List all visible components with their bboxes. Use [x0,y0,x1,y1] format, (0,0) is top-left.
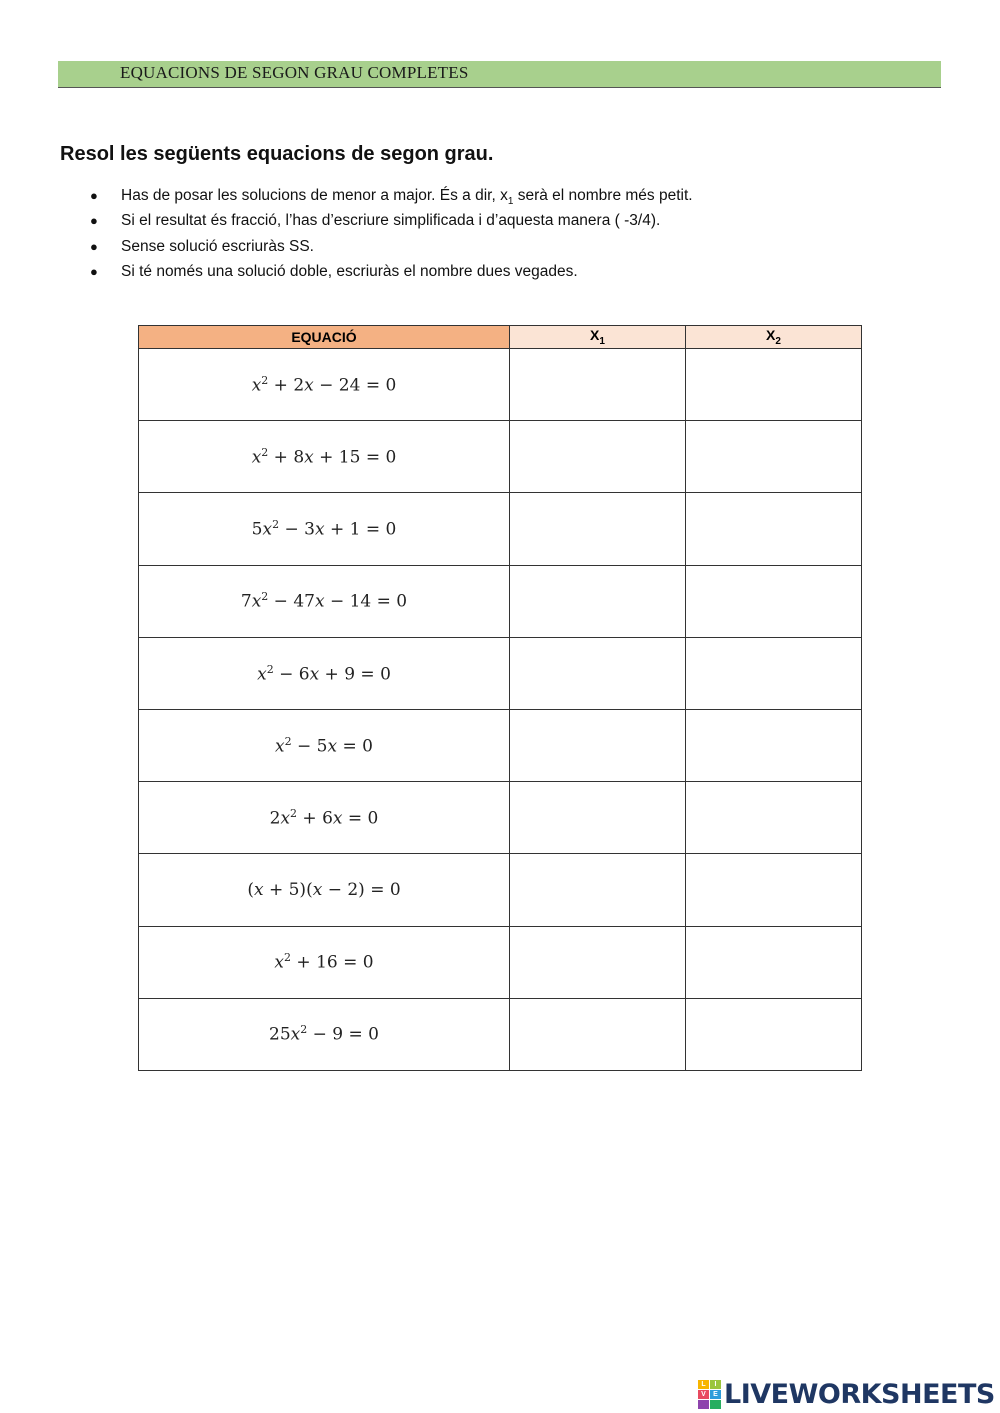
equation-cell: $x^2 - 6x + 9 = 0$ [139,637,510,709]
table-row [139,349,862,421]
answer-x2-cell[interactable] [686,493,862,565]
header-x2-base: X [766,327,776,344]
bullet-text: Has de posar les solucions de menor a major. És a dir, x [121,187,508,204]
equation-cell: $7x^2 - 47x - 14 = 0$ [139,565,510,637]
page-title: EQUACIONS DE SEGON GRAU COMPLETES [120,63,469,82]
answer-x2-cell[interactable] [686,782,862,854]
bullet-dot-icon: ● [90,263,98,279]
bullet-text: Si té només una solució doble, escriuràs el nombre dues vegades. [121,262,578,280]
header-x1 [510,326,686,349]
logo-mark-tile: E [710,1390,721,1399]
answer-x2-cell[interactable] [686,854,862,926]
table-row [139,565,862,637]
bullet-text: Si el resultat és fracció, l’has d’escriure simplificada i d’aquesta manera ( -3/4). [121,212,661,230]
instruction-bullet [90,211,693,236]
table-header-row [139,326,862,349]
header-x2-sub: 2 [775,335,781,347]
bullet-subscript: 1 [507,196,514,208]
instruction-bullet [90,262,693,287]
answer-x1-cell[interactable] [510,421,686,493]
logo-text: LIVEWORKSHEETS [724,1378,995,1410]
table-row [139,493,862,565]
equation-cell: $x^2 - 5x = 0$ [139,709,510,781]
bullet-dot-icon: ● [90,238,98,254]
bullet-text: Sense solució escriuràs SS. [121,237,314,255]
equation-cell: $x^2 + 2x - 24 = 0$ [139,349,510,421]
answer-x1-cell[interactable] [510,782,686,854]
answer-x1-cell[interactable] [510,926,686,998]
equation-cell: $x^2 + 16 = 0$ [139,926,510,998]
answer-x2-cell[interactable] [686,421,862,493]
liveworksheets-logo [698,1378,995,1410]
equation-cell: $5x^2 - 3x + 1 = 0$ [139,493,510,565]
bullet-dot-icon: ● [90,188,98,203]
instruction-bullet [90,237,693,262]
equation-cell: $x^2 + 8x + 15 = 0$ [139,421,510,493]
header-x1-base: X [590,327,600,344]
answer-x2-cell[interactable] [686,565,862,637]
equations-table [138,325,862,1071]
bullet-text-after: serà el nombre més petit. [513,187,693,204]
header-x2 [686,326,862,349]
logo-mark-icon [698,1380,721,1409]
answer-x1-cell[interactable] [510,493,686,565]
table-row [139,782,862,854]
answer-x2-cell[interactable] [686,998,862,1070]
table-row [139,421,862,493]
answer-x2-cell[interactable] [686,709,862,781]
answer-x1-cell[interactable] [510,565,686,637]
answer-x2-cell[interactable] [686,637,862,709]
header-x1-sub: 1 [599,335,605,347]
equation-cell: $25x^2 - 9 = 0$ [139,998,510,1070]
header-equation: EQUACIÓ [139,326,510,349]
bullet-dot-icon: ● [90,213,98,229]
answer-x1-cell[interactable] [510,854,686,926]
logo-mark-tile [710,1400,721,1409]
equation-cell: (x + 5)(x − 2) = 0 [139,854,510,926]
instruction-bullet [90,186,693,211]
answer-x1-cell[interactable] [510,709,686,781]
header-bar [58,61,941,88]
answer-x2-cell[interactable] [686,349,862,421]
logo-mark-tile: I [710,1380,721,1389]
logo-mark-tile [698,1400,709,1409]
table-row [139,998,862,1070]
table-row [139,926,862,998]
table-row [139,854,862,926]
equation-cell: $2x^2 + 6x = 0$ [139,782,510,854]
table-row [139,637,862,709]
instructions-list [90,186,693,287]
logo-mark-tile: V [698,1390,709,1399]
answer-x1-cell[interactable] [510,998,686,1070]
table-row [139,709,862,781]
answer-x1-cell[interactable] [510,637,686,709]
answer-x2-cell[interactable] [686,926,862,998]
answer-x1-cell[interactable] [510,349,686,421]
instructions-title: Resol les següents equacions de segon grau. [60,143,494,165]
logo-mark-tile: L [698,1380,709,1389]
